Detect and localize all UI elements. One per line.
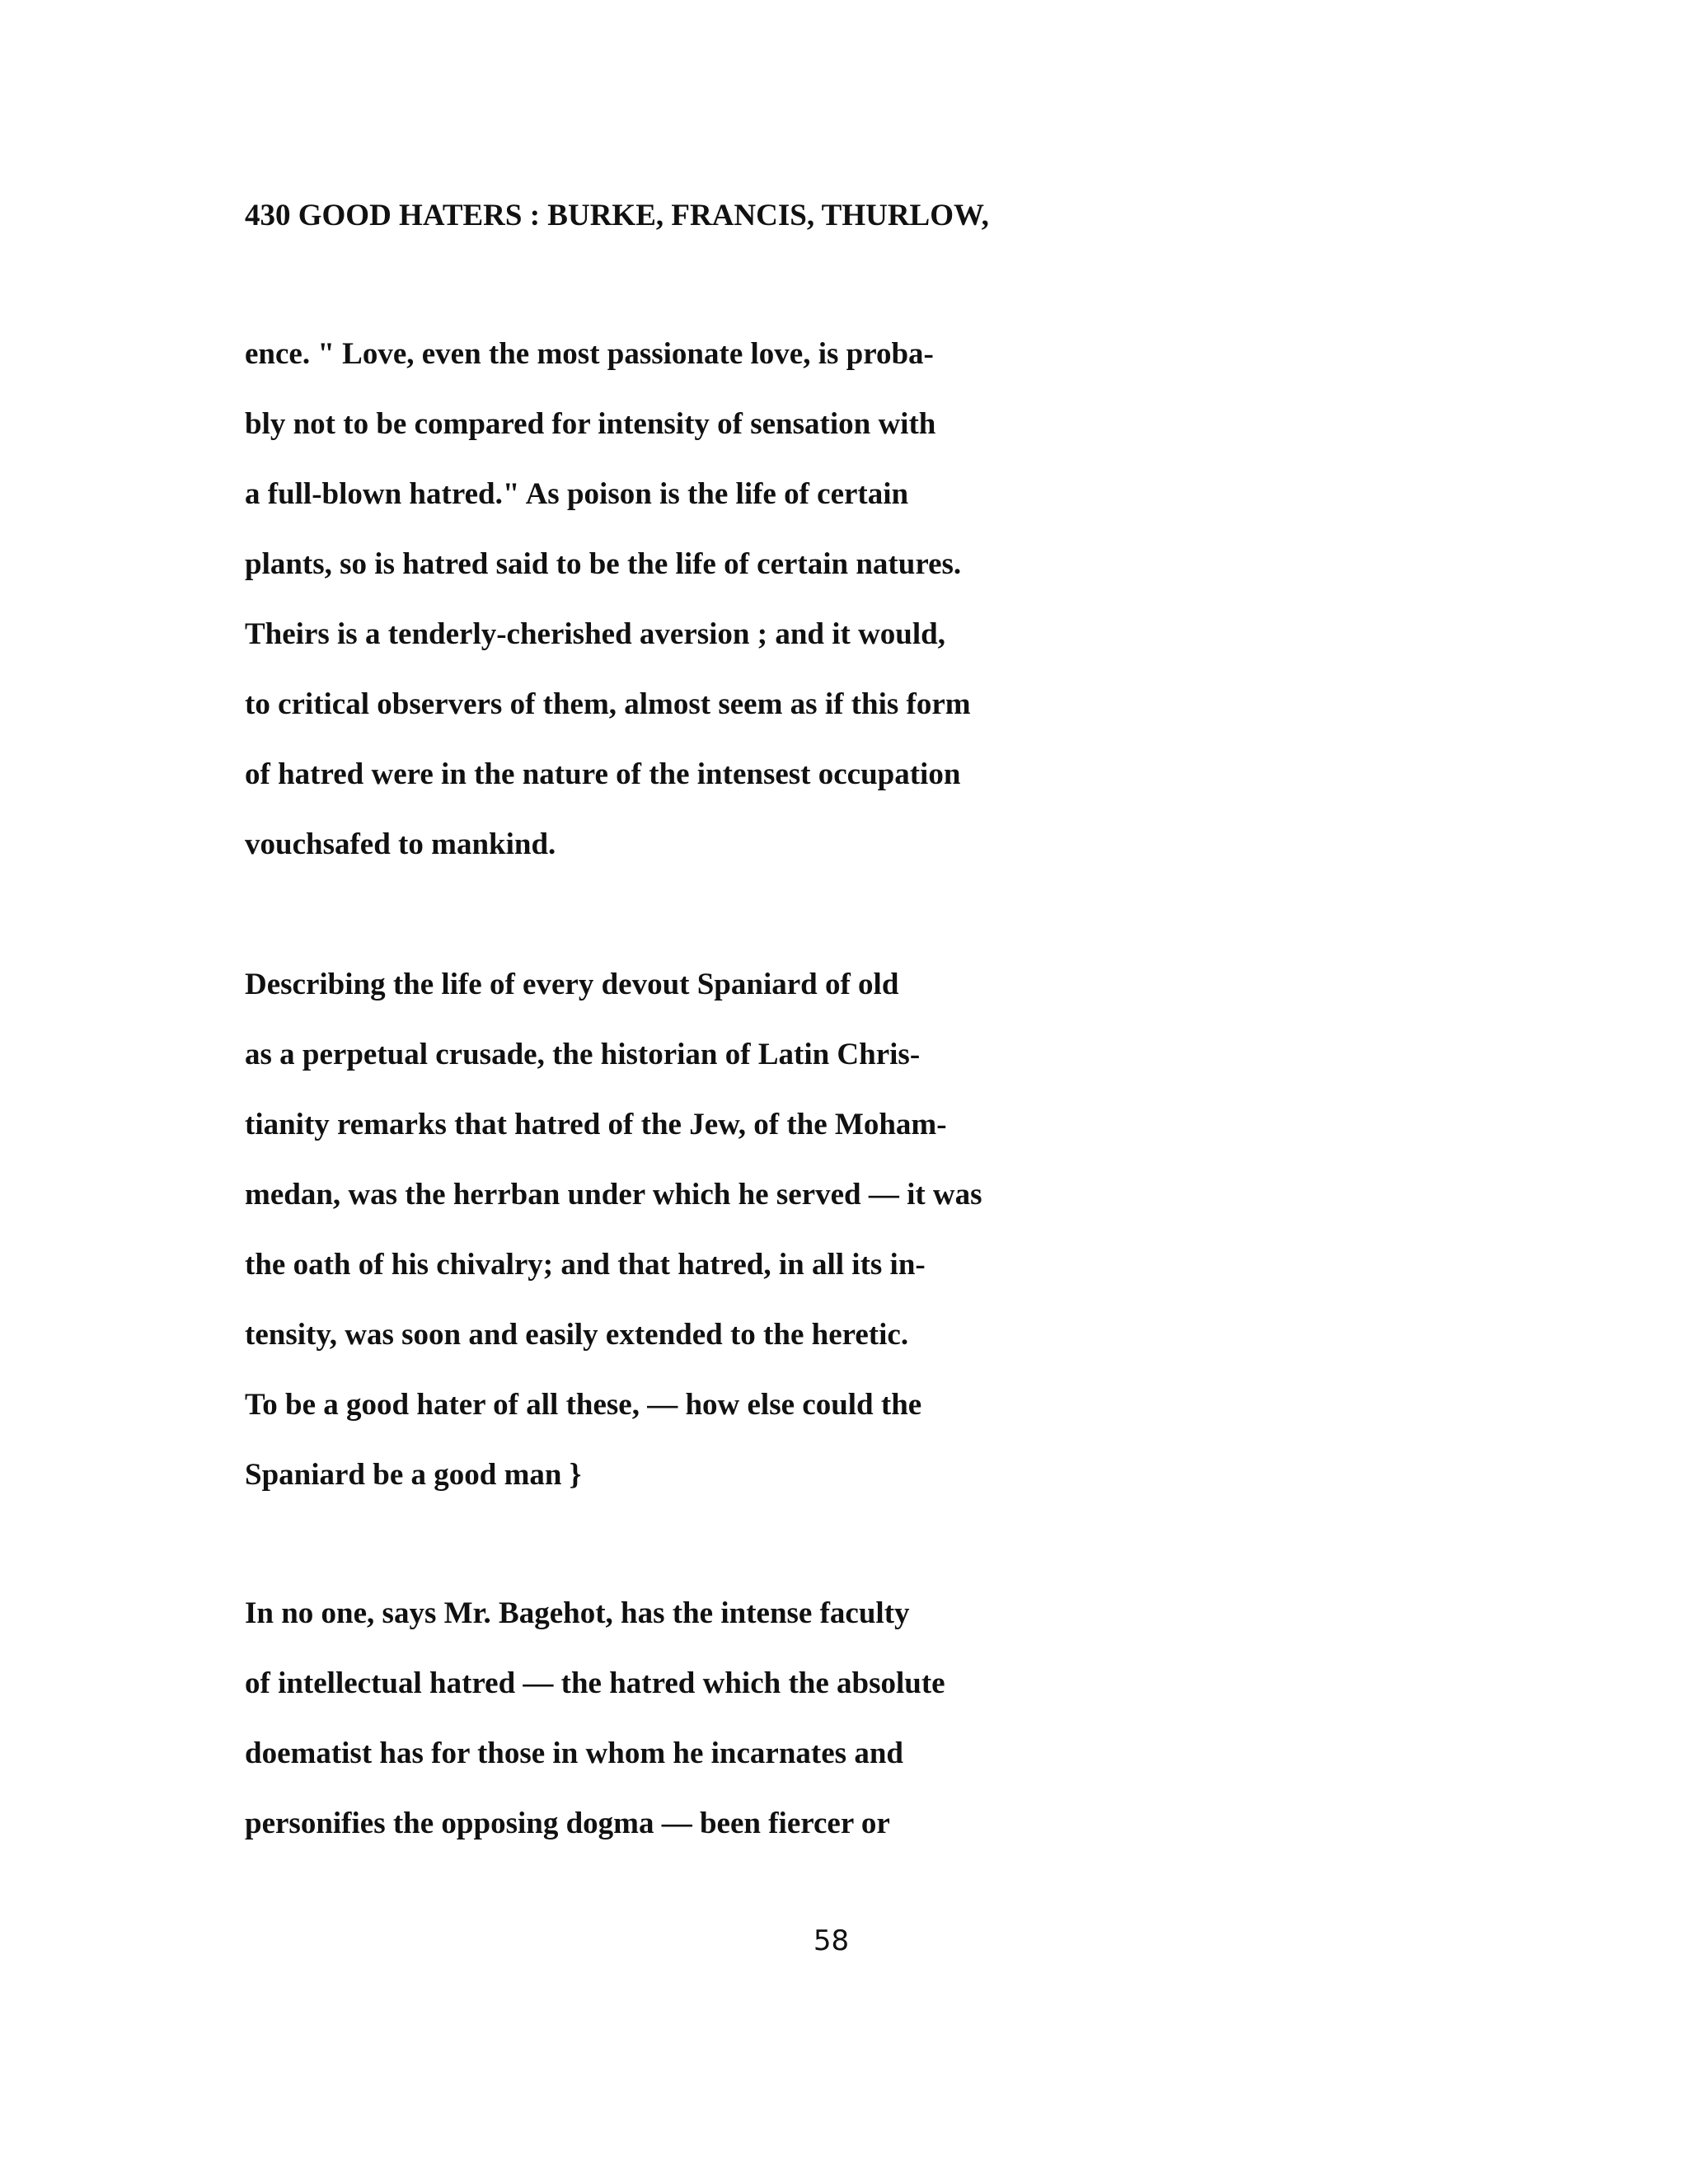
text-line: to critical observers of them, almost seem as if this form <box>245 687 971 721</box>
page-number: 58 <box>813 1924 850 1957</box>
text-line: a full-blown hatred." As poison is the life of certain <box>245 477 909 511</box>
running-header: 430 GOOD HATERS : BURKE, FRANCIS, THURLOW, <box>245 199 989 232</box>
text-line: vouchsafed to mankind. <box>245 827 556 861</box>
text-line: tensity, was soon and easily extended to the heretic. <box>245 1318 909 1352</box>
text-line: To be a good hater of all these, — how else could the <box>245 1388 922 1422</box>
text-line: Spaniard be a good man } <box>245 1458 582 1492</box>
text-line: plants, so is hatred said to be the life of certain natures. <box>245 547 962 581</box>
text-line: bly not to be compared for intensity of sensation with <box>245 407 936 441</box>
text-line: as a perpetual crusade, the historian of Latin Chris- <box>245 1038 921 1071</box>
text-line: ence. " Love, even the most passionate love, is proba- <box>245 337 934 371</box>
text-line: of hatred were in the nature of the intensest occupation <box>245 757 961 791</box>
text-line: doematist has for those in whom he incarnates and <box>245 1736 903 1770</box>
text-line: personifies the opposing dogma — been fiercer or <box>245 1807 890 1840</box>
text-line: medan, was the herrban under which he served — it was <box>245 1178 982 1212</box>
text-line: In no one, says Mr. Bagehot, has the intense faculty <box>245 1596 910 1630</box>
text-line: Describing the life of every devout Spaniard of old <box>245 968 899 1001</box>
text-line: of intellectual hatred — the hatred which the absolute <box>245 1666 945 1700</box>
text-line: Theirs is a tenderly-cherished aversion ; and it would, <box>245 617 945 651</box>
text-line: tianity remarks that hatred of the Jew, of the Moham- <box>245 1108 947 1141</box>
text-line: the oath of his chivalry; and that hatred, in all its in- <box>245 1248 926 1282</box>
